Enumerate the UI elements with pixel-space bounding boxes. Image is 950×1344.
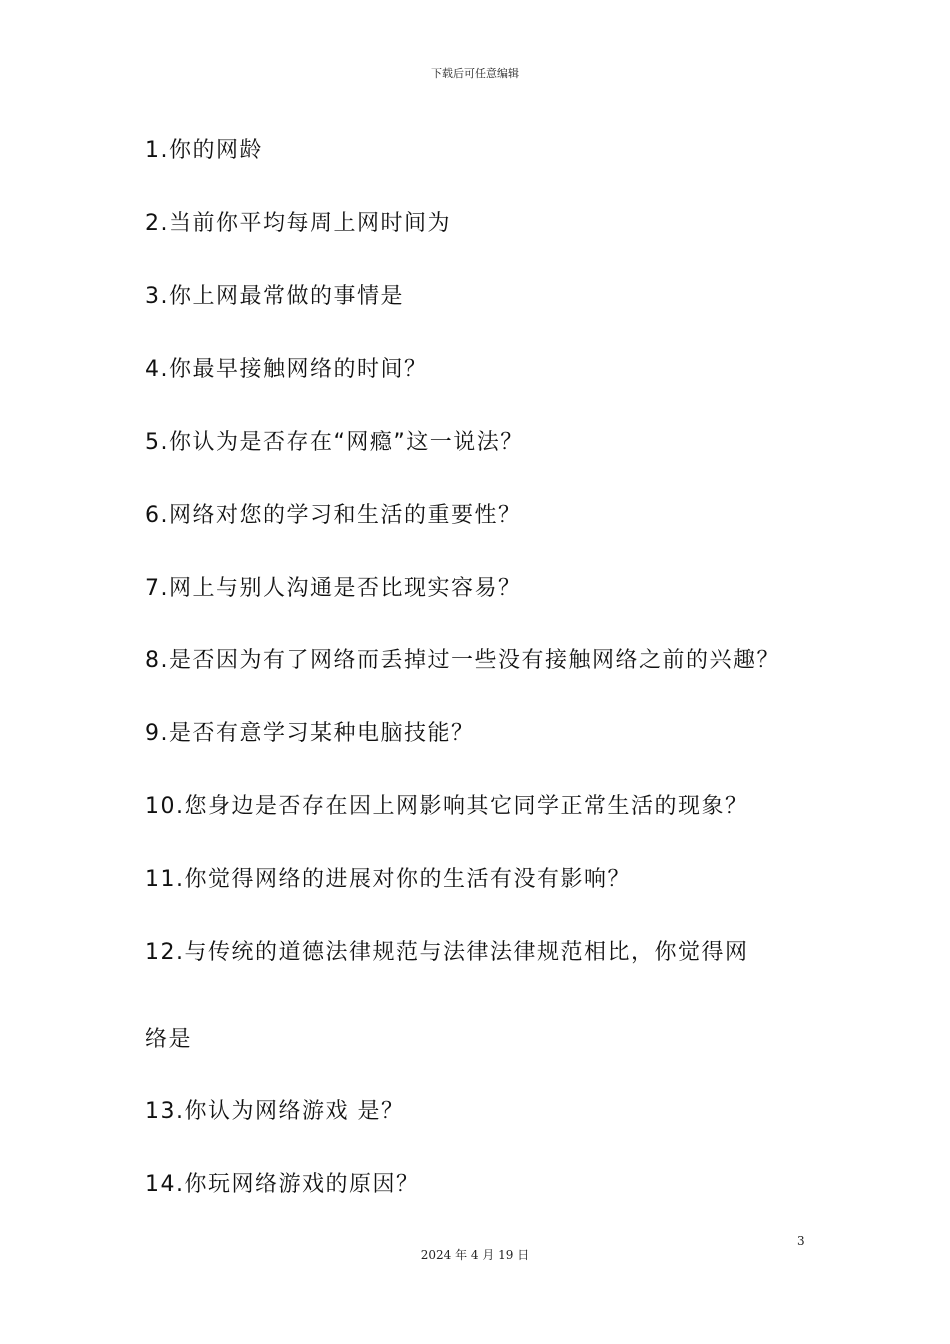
question-item: 8.是否因为有了网络而丢掉过一些没有接触网络之前的兴趣？	[145, 648, 780, 673]
question-item: 12.与传统的道德法律规范与法律法律规范相比，你觉得网	[145, 940, 749, 965]
question-item: 9.是否有意学习某种电脑技能？	[145, 721, 475, 746]
question-item: 3.你上网最常做的事情是	[145, 284, 404, 309]
question-item: 7.网上与别人沟通是否比现实容易？	[145, 576, 522, 601]
footer-date: 2024 年 4 月 19 日	[420, 1248, 530, 1262]
question-item: 1.你的网龄	[145, 138, 263, 163]
question-item: 14.你玩网络游戏的原因？	[145, 1172, 420, 1197]
page-header: 下载后可任意编辑	[431, 67, 519, 80]
question-item: 6.网络对您的学习和生活的重要性？	[145, 503, 522, 528]
question-item: 10.您身边是否存在因上网影响其它同学正常生活的现象？	[145, 794, 749, 819]
question-item: 5.你认为是否存在“网瘾”这一说法？	[145, 430, 524, 455]
question-item: 4.你最早接触网络的时间？	[145, 357, 428, 382]
question-item: 13.你认为网络游戏 是？	[145, 1099, 405, 1124]
question-item: 2.当前你平均每周上网时间为	[145, 211, 451, 236]
page-number: 3	[797, 1234, 805, 1248]
question-item-continuation: 络是	[145, 1027, 193, 1052]
question-item: 11.你觉得网络的进展对你的生活有没有影响？	[145, 867, 631, 892]
